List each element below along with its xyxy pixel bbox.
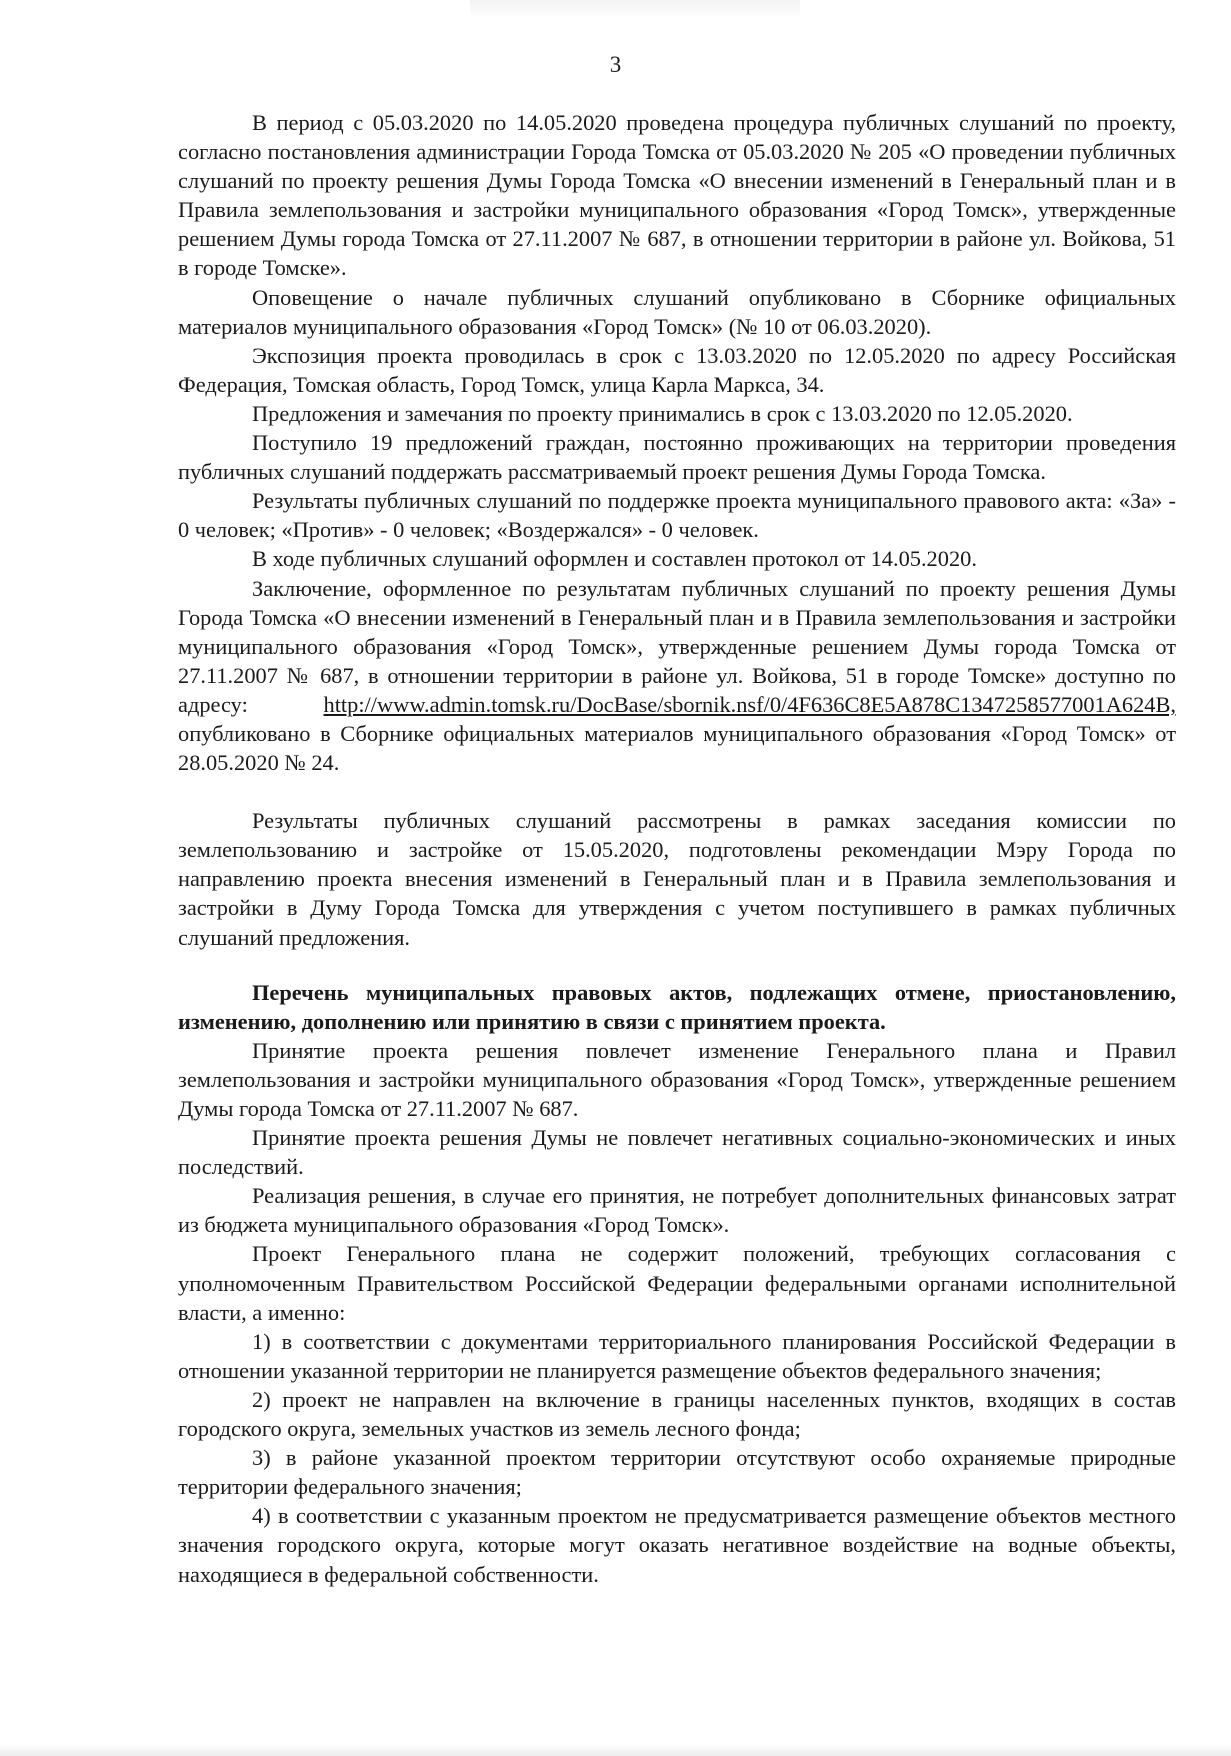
paragraph-proposals-period: Предложения и замечания по проекту принимались в срок с 13.03.2020 по 12.05.2020. (252, 400, 1073, 426)
paragraph-commission-review: Результаты публичных слушаний рассмотрены в рамках заседания комиссии по землепользованию и застройке от 15.05.2020, подготовлены рекомендации Мэру Города по направлению проекта внесения изменений в Генеральный план и в Правила землепользования и застройки в Думу Города Томска для утверждения с учетом поступившего в рамках публичных слушаний предложения. (178, 808, 1176, 950)
conclusion-text: Заключение, оформленное по результатам публичных слушаний по проекту решения Думы Города Томска «О внесении изменений в Генеральный план и в Правила землепользования и застройки муниципального образования «Город Томск», утвержденные решением Думы города Томска от 27.11.2007 № 687, в отношении территории в районе ул. Войкова, 51 в городе Томске» доступно по адресу: (178, 575, 1176, 717)
document-body (178, 108, 1176, 1589)
section-heading: Перечень муниципальных правовых актов, подлежащих отмене, приостановлению, изменению, дополнению или принятию в связи с принятием проекта. (178, 979, 1176, 1034)
paragraph-no-negative-effects: Принятие проекта решения Думы не повлечет негативных социально-экономических и иных последствий. (178, 1125, 1176, 1180)
paragraph-no-costs: Реализация решения, в случае его принятия, не потребует дополнительных финансовых затрат из бюджета муниципального образования «Город Томск». (178, 1183, 1176, 1238)
page-number: 3 (609, 52, 622, 77)
scan-artifact-bottom (0, 1744, 1231, 1756)
paragraph-hearings-procedure: В период с 05.03.2020 по 14.05.2020 проведена процедура публичных слушаний по проекту, согласно постановления администрации Города Томска от 05.03.2020 № 205 «О проведении публичных слушаний по проекту решения Думы Города Томска «О внесении изменений в Генеральный план и в Правила землепользования и застройки муниципального образования «Город Томск», утвержденные решением Думы города Томска от 27.11.2007 № 687, в отношении территории в районе ул. Войкова, 51 в городе Томске». (178, 110, 1176, 281)
paragraph-notification: Оповещение о начале публичных слушаний опубликовано в Сборнике официальных материалов муниципального образования «Город Томск» (№ 10 от 06.03.2020). (178, 284, 1176, 339)
paragraph-conclusion (178, 574, 1176, 778)
conclusion-link[interactable]: http://www.admin.tomsk.ru/DocBase/sbornik.nsf/0/4F636C8E5A878C1347258577001A624B, (323, 691, 1176, 717)
list-item-4: 4) в соответствии с указанным проектом не предусматривается размещение объектов местного значения городского округа, которые могут оказать негативное воздействие на водные объекты, находящиеся в федеральной собственности. (178, 1503, 1176, 1587)
list-item-3: 3) в районе указанной проектом территории отсутствуют особо охраняемые природные территории федерального значения; (178, 1445, 1176, 1500)
paragraph-protocol: В ходе публичных слушаний оформлен и составлен протокол от 14.05.2020. (252, 546, 977, 572)
paragraph-no-approval-needed: Проект Генерального плана не содержит положений, требующих согласования с уполномоченным Правительством Российской Федерации федеральными органами исполнительной власти, а именно: (178, 1241, 1176, 1325)
scan-artifact-top (470, 0, 800, 18)
paragraph-voting-results: Результаты публичных слушаний по поддержке проекта муниципального правового акта: «За» - 0 человек; «Против» - 0 человек; «Воздержался» - 0 человек. (178, 488, 1176, 543)
paragraph-exposition: Экспозиция проекта проводилась в срок с 13.03.2020 по 12.05.2020 по адресу Российская Федерация, Томская область, Город Томск, улица Карла Маркса, 34. (178, 342, 1176, 397)
list-item-1: 1) в соответствии с документами территориального планирования Российской Федерации в отношении указанной территории не планируется размещение объектов федерального значения; (178, 1328, 1176, 1383)
paragraph-adoption-effect: Принятие проекта решения повлечет изменение Генерального плана и Правил землепользования и застройки муниципального образования «Город Томск», утвержденные решением Думы города Томска от 27.11.2007 № 687. (178, 1037, 1176, 1121)
paragraph-proposals-received: Поступило 19 предложений граждан, постоянно проживающих на территории проведения публичных слушаний поддержать рассматриваемый проект решения Думы Города Томска. (178, 430, 1176, 485)
conclusion-publication: опубликовано в Сборнике официальных материалов муниципального образования «Город Томск» от 28.05.2020 № 24. (178, 720, 1176, 776)
list-item-2: 2) проект не направлен на включение в границы населенных пунктов, входящих в состав городского округа, земельных участков из земель лесного фонда; (178, 1386, 1176, 1442)
